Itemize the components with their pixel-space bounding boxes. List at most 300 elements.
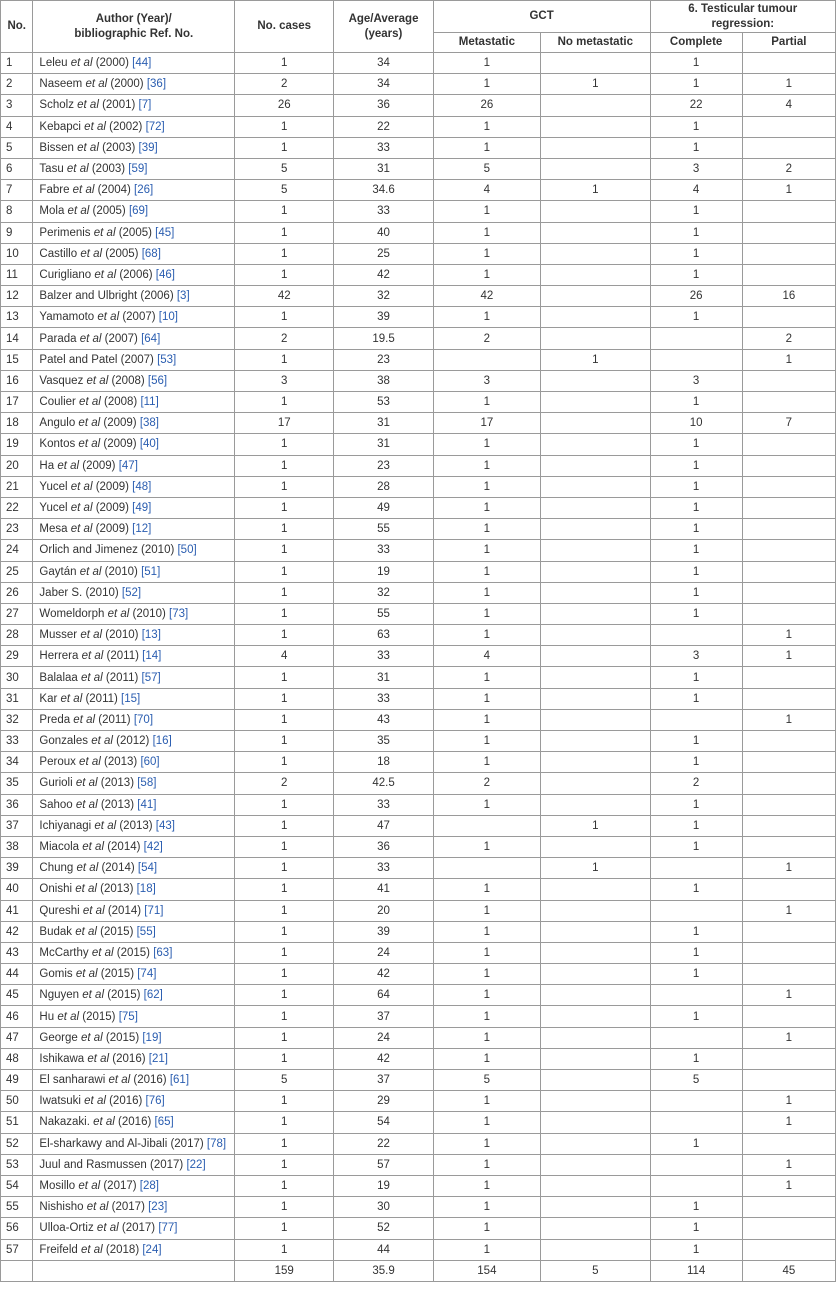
et-al: et al <box>72 777 98 790</box>
author-cell <box>33 688 235 709</box>
row-number-cell: 47 <box>1 1027 33 1048</box>
totals-row <box>1 1260 836 1281</box>
et-al: et al <box>83 1201 109 1214</box>
row-number-cell: 4 <box>1 116 33 137</box>
author-name: Musser <box>39 629 78 642</box>
author-year: (2016) <box>114 1116 155 1129</box>
author-name: Gurioli <box>39 777 73 790</box>
author-cell <box>33 519 235 540</box>
cases-cell: 1 <box>235 497 334 518</box>
et-al: et al <box>93 1222 119 1235</box>
cases-cell: 1 <box>235 985 334 1006</box>
table-body <box>1 53 836 1261</box>
age-cell: 33 <box>334 688 433 709</box>
cases-cell: 1 <box>235 455 334 476</box>
et-al: et al <box>80 1095 106 1108</box>
row-number-cell: 55 <box>1 1197 33 1218</box>
table-row <box>1 328 836 349</box>
table-row <box>1 53 836 74</box>
reference-link[interactable]: [72] <box>145 120 165 133</box>
et-al: et al <box>67 502 93 515</box>
author-cell <box>33 307 235 328</box>
author-year: (2003) <box>98 141 139 154</box>
et-al: et al <box>91 268 117 281</box>
age-cell: 49 <box>334 497 433 518</box>
reference-link[interactable]: [74] <box>137 968 157 981</box>
author-cell <box>33 858 235 879</box>
row-number-cell: 56 <box>1 1218 33 1239</box>
et-al: et al <box>75 438 101 451</box>
cases-cell: 1 <box>235 688 334 709</box>
author-name: Coulier <box>39 396 76 409</box>
reference-link[interactable]: [14] <box>142 650 162 663</box>
reference-link[interactable]: [13] <box>141 629 161 642</box>
reference-link[interactable]: [38] <box>139 417 159 430</box>
reference-link[interactable]: [24] <box>142 1243 162 1256</box>
partial-cell: 1 <box>742 1175 835 1196</box>
cases-cell: 1 <box>235 1197 334 1218</box>
no-metastatic-cell <box>541 95 650 116</box>
age-cell: 30 <box>334 1197 433 1218</box>
et-al: et al <box>105 1074 131 1087</box>
et-al: et al <box>73 141 99 154</box>
cases-cell: 1 <box>235 243 334 264</box>
metastatic-cell: 1 <box>433 455 540 476</box>
partial-cell <box>742 243 835 264</box>
et-al: et al <box>94 311 120 324</box>
author-year: (2011) <box>82 692 122 705</box>
age-cell: 20 <box>334 900 433 921</box>
et-al: et al <box>78 650 104 663</box>
author-year: (2015) <box>104 989 144 1002</box>
age-cell: 33 <box>334 794 433 815</box>
reference-link[interactable]: [26] <box>134 184 154 197</box>
metastatic-cell: 1 <box>433 243 540 264</box>
author-name: Nakazaki. <box>39 1116 90 1129</box>
metastatic-cell: 1 <box>433 752 540 773</box>
no-metastatic-cell <box>541 836 650 857</box>
age-cell: 23 <box>334 455 433 476</box>
row-number-cell: 53 <box>1 1154 33 1175</box>
reference-link[interactable]: [51] <box>141 565 161 578</box>
table-row <box>1 116 836 137</box>
complete-cell: 1 <box>650 201 742 222</box>
table-row <box>1 1218 836 1239</box>
total-metastatic: 154 <box>433 1260 540 1281</box>
cases-cell: 5 <box>235 158 334 179</box>
author-year: (2007) <box>119 311 159 324</box>
author-name: Kar <box>39 692 58 705</box>
no-metastatic-cell <box>541 540 650 561</box>
table-row <box>1 370 836 391</box>
partial-cell <box>742 392 835 413</box>
table-row <box>1 731 836 752</box>
author-cell <box>33 1006 235 1027</box>
age-cell: 22 <box>334 1133 433 1154</box>
reference-link[interactable]: [68] <box>141 247 161 260</box>
row-number-cell: 18 <box>1 413 33 434</box>
age-cell: 39 <box>334 921 433 942</box>
author-cell <box>33 1218 235 1239</box>
row-number-cell: 14 <box>1 328 33 349</box>
row-number-cell: 26 <box>1 582 33 603</box>
complete-cell <box>650 1112 742 1133</box>
no-metastatic-cell <box>541 1006 650 1027</box>
author-cell <box>33 646 235 667</box>
age-cell: 52 <box>334 1218 433 1239</box>
author-year: (2017) <box>100 1180 140 1193</box>
et-al: et al <box>82 78 108 91</box>
author-name: Onishi <box>39 883 73 896</box>
age-cell: 37 <box>334 1070 433 1091</box>
table-row <box>1 519 836 540</box>
reference-link[interactable]: [53] <box>157 353 177 366</box>
metastatic-cell: 2 <box>433 773 540 794</box>
age-cell: 33 <box>334 137 433 158</box>
cases-cell: 1 <box>235 137 334 158</box>
table-row <box>1 476 836 497</box>
age-cell: 19.5 <box>334 328 433 349</box>
cases-cell: 26 <box>235 95 334 116</box>
complete-cell <box>650 858 742 879</box>
reference-link[interactable]: [71] <box>144 904 164 917</box>
metastatic-cell: 1 <box>433 519 540 540</box>
age-cell: 35 <box>334 731 433 752</box>
author-year: (2007) <box>101 332 142 345</box>
author-cell <box>33 625 235 646</box>
et-al: et al <box>77 1031 103 1044</box>
cases-cell: 1 <box>235 709 334 730</box>
cases-cell: 1 <box>235 752 334 773</box>
no-metastatic-cell <box>541 1154 650 1175</box>
reference-link[interactable]: [50] <box>177 544 197 557</box>
row-number-cell: 15 <box>1 349 33 370</box>
table-row <box>1 264 836 285</box>
age-cell: 25 <box>334 243 433 264</box>
author-name: Yucel <box>39 480 68 493</box>
reference-link[interactable]: [56] <box>147 374 168 387</box>
table-row <box>1 540 836 561</box>
reference-link[interactable]: [45] <box>155 226 175 239</box>
no-metastatic-cell <box>541 1175 650 1196</box>
age-cell: 57 <box>334 1154 433 1175</box>
table-row <box>1 667 836 688</box>
row-number-cell: 41 <box>1 900 33 921</box>
metastatic-cell: 1 <box>433 116 540 137</box>
et-al: et al <box>75 396 101 409</box>
complete-cell: 1 <box>650 942 742 963</box>
et-al: et al <box>72 798 98 811</box>
partial-cell: 1 <box>742 349 835 370</box>
age-cell: 29 <box>334 1091 433 1112</box>
reference-link[interactable]: [60] <box>140 756 160 769</box>
partial-cell: 1 <box>742 858 835 879</box>
author-year: (2014) <box>104 841 144 854</box>
author-year: (2008) <box>108 374 148 387</box>
age-cell: 22 <box>334 116 433 137</box>
reference-link[interactable]: [40] <box>139 438 159 451</box>
author-name: Preda <box>39 713 71 726</box>
cases-cell: 1 <box>235 1091 334 1112</box>
reference-link[interactable]: [75] <box>118 1010 138 1023</box>
age-cell: 42 <box>334 1048 433 1069</box>
partial-cell: 1 <box>742 74 835 95</box>
partial-cell: 1 <box>742 1112 835 1133</box>
no-metastatic-cell <box>541 201 650 222</box>
metastatic-cell <box>433 349 540 370</box>
no-metastatic-cell <box>541 921 650 942</box>
et-al: et al <box>63 163 89 176</box>
complete-cell: 1 <box>650 1197 742 1218</box>
cases-cell: 1 <box>235 1175 334 1196</box>
author-cell <box>33 158 235 179</box>
author-year: (2009) <box>92 480 133 493</box>
complete-cell: 1 <box>650 540 742 561</box>
row-number-cell: 32 <box>1 709 33 730</box>
cases-cell: 1 <box>235 1133 334 1154</box>
et-al: et al <box>88 946 114 959</box>
et-al: et al <box>70 713 96 726</box>
partial-cell: 1 <box>742 625 835 646</box>
table-row <box>1 964 836 985</box>
no-metastatic-cell <box>541 603 650 624</box>
row-number-cell: 37 <box>1 815 33 836</box>
reference-link[interactable]: [44] <box>132 57 152 70</box>
complete-cell <box>650 349 742 370</box>
author-name: Angulo <box>39 417 76 430</box>
et-al: et al <box>69 184 95 197</box>
author-year: (2014) <box>98 862 138 875</box>
reference-link[interactable]: [49] <box>132 502 152 515</box>
reference-link[interactable]: [18] <box>136 883 156 896</box>
reference-link[interactable]: [15] <box>121 692 141 705</box>
complete-cell: 1 <box>650 964 742 985</box>
age-cell: 47 <box>334 815 433 836</box>
partial-cell <box>742 455 835 476</box>
age-cell: 39 <box>334 307 433 328</box>
author-cell <box>33 1048 235 1069</box>
reference-link[interactable]: [64] <box>141 332 161 345</box>
metastatic-cell: 1 <box>433 74 540 95</box>
reference-link[interactable]: [43] <box>155 819 175 832</box>
table-row <box>1 95 836 116</box>
age-cell: 33 <box>334 646 433 667</box>
reference-link[interactable]: [69] <box>128 205 149 218</box>
author-cell <box>33 476 235 497</box>
table-row <box>1 286 836 307</box>
reference-link[interactable]: [28] <box>139 1180 159 1193</box>
no-metastatic-cell <box>541 307 650 328</box>
no-metastatic-cell <box>541 137 650 158</box>
author-name: Tasu <box>39 163 64 176</box>
reference-link[interactable]: [16] <box>152 735 172 748</box>
author-cell <box>33 942 235 963</box>
author-cell <box>33 1197 235 1218</box>
table-row <box>1 74 836 95</box>
complete-cell: 1 <box>650 53 742 74</box>
partial-cell <box>742 688 835 709</box>
header-age-line1: Age/Average <box>348 12 419 25</box>
reference-link[interactable]: [58] <box>137 777 157 790</box>
no-metastatic-cell <box>541 1112 650 1133</box>
reference-link[interactable]: [12] <box>132 523 152 536</box>
no-metastatic-cell <box>541 794 650 815</box>
partial-cell: 4 <box>742 95 835 116</box>
partial-cell <box>742 1218 835 1239</box>
metastatic-cell: 1 <box>433 921 540 942</box>
row-number-cell: 49 <box>1 1070 33 1091</box>
author-year: (2012) <box>112 735 153 748</box>
cases-cell: 1 <box>235 625 334 646</box>
table-row <box>1 603 836 624</box>
et-al: et al <box>104 607 130 620</box>
partial-cell <box>742 794 835 815</box>
no-metastatic-cell <box>541 985 650 1006</box>
complete-cell: 1 <box>650 561 742 582</box>
reference-link[interactable]: [52] <box>121 586 142 599</box>
author-name: Ichiyanagi <box>39 819 92 832</box>
no-metastatic-cell <box>541 1091 650 1112</box>
author-year: (2015) <box>97 968 138 981</box>
no-metastatic-cell <box>541 1048 650 1069</box>
complete-cell <box>650 1175 742 1196</box>
reference-link[interactable]: [77] <box>158 1222 178 1235</box>
partial-cell <box>742 752 835 773</box>
row-number-cell: 9 <box>1 222 33 243</box>
reference-link[interactable]: [36] <box>146 78 167 91</box>
no-metastatic-cell <box>541 222 650 243</box>
row-number-cell: 8 <box>1 201 33 222</box>
author-year: (2001) <box>98 99 139 112</box>
complete-cell: 1 <box>650 392 742 413</box>
age-cell: 40 <box>334 222 433 243</box>
reference-link[interactable]: [11] <box>140 396 159 409</box>
author-name: Kebapci <box>39 120 81 133</box>
cases-cell: 1 <box>235 307 334 328</box>
age-cell: 63 <box>334 625 433 646</box>
metastatic-cell: 1 <box>433 434 540 455</box>
row-number-cell: 30 <box>1 667 33 688</box>
reference-link[interactable]: [55] <box>136 925 156 938</box>
header-partial: Partial <box>742 33 835 53</box>
reference-link[interactable]: [65] <box>154 1116 174 1129</box>
no-metastatic-cell <box>541 497 650 518</box>
metastatic-cell: 1 <box>433 731 540 752</box>
cases-cell: 2 <box>235 773 334 794</box>
author-cell <box>33 286 235 307</box>
metastatic-cell: 1 <box>433 1027 540 1048</box>
metastatic-cell: 26 <box>433 95 540 116</box>
metastatic-cell: 1 <box>433 667 540 688</box>
partial-cell <box>742 53 835 74</box>
reference-link[interactable]: [63] <box>153 946 173 959</box>
author-cell <box>33 773 235 794</box>
partial-cell: 1 <box>742 900 835 921</box>
reference-link[interactable]: [39] <box>138 141 158 154</box>
complete-cell: 1 <box>650 476 742 497</box>
partial-cell: 16 <box>742 286 835 307</box>
no-metastatic-cell <box>541 116 650 137</box>
author-year: (2000) <box>107 78 147 91</box>
author-name: McCarthy <box>39 946 89 959</box>
row-number-cell: 6 <box>1 158 33 179</box>
complete-cell: 1 <box>650 243 742 264</box>
partial-cell <box>742 116 835 137</box>
age-cell: 32 <box>334 582 433 603</box>
cases-cell: 1 <box>235 1218 334 1239</box>
reference-link[interactable]: [76] <box>145 1095 165 1108</box>
reference-link[interactable]: [3] <box>176 290 190 303</box>
author-cell <box>33 1112 235 1133</box>
reference-link[interactable]: [57] <box>141 671 161 684</box>
reference-link[interactable]: [41] <box>137 798 157 811</box>
reference-link[interactable]: [62] <box>143 989 163 1002</box>
author-cell <box>33 455 235 476</box>
row-number-cell: 23 <box>1 519 33 540</box>
reference-link[interactable]: [47] <box>118 459 138 472</box>
partial-cell: 1 <box>742 1154 835 1175</box>
reference-link[interactable]: [46] <box>155 268 175 281</box>
et-al: et al <box>67 523 93 536</box>
et-al: et al <box>75 417 101 430</box>
reference-link[interactable]: [10] <box>158 311 178 324</box>
author-year: (2010) <box>102 629 142 642</box>
table-row <box>1 392 836 413</box>
table-row <box>1 243 836 264</box>
reference-link[interactable]: [70] <box>133 713 154 726</box>
no-metastatic-cell <box>541 434 650 455</box>
reference-link[interactable]: [78] <box>206 1137 227 1150</box>
author-name: Miacola <box>39 841 80 854</box>
reference-link[interactable]: [54] <box>137 862 158 875</box>
author-cell <box>33 74 235 95</box>
et-al: et al <box>73 862 99 875</box>
reference-link[interactable]: [22] <box>186 1158 206 1171</box>
reference-link[interactable]: [21] <box>148 1052 168 1065</box>
row-number-cell: 31 <box>1 688 33 709</box>
no-metastatic-cell <box>541 582 650 603</box>
header-no-metastatic: No metastatic <box>541 33 650 53</box>
reference-link[interactable]: [73] <box>169 607 189 620</box>
reference-link[interactable]: [61] <box>169 1074 190 1087</box>
reference-link[interactable]: [23] <box>148 1201 168 1214</box>
author-year: (2017) <box>118 1222 159 1235</box>
author-cell <box>33 222 235 243</box>
metastatic-cell: 3 <box>433 370 540 391</box>
author-cell <box>33 1154 235 1175</box>
author-cell <box>33 392 235 413</box>
total-partial: 45 <box>742 1260 835 1281</box>
author-cell <box>33 1027 235 1048</box>
author-year: (2005) <box>115 226 156 239</box>
reference-link[interactable]: [7] <box>138 99 152 112</box>
cases-cell: 1 <box>235 222 334 243</box>
complete-cell: 1 <box>650 815 742 836</box>
et-al: et al <box>76 565 102 578</box>
reference-link[interactable]: [42] <box>143 841 163 854</box>
author-name: Bissen <box>39 141 74 154</box>
author-cell <box>33 836 235 857</box>
complete-cell <box>650 1027 742 1048</box>
complete-cell: 1 <box>650 794 742 815</box>
reference-link[interactable]: [48] <box>132 480 152 493</box>
reference-link[interactable]: [19] <box>142 1031 162 1044</box>
row-number-cell: 36 <box>1 794 33 815</box>
no-metastatic-cell <box>541 646 650 667</box>
partial-cell <box>742 921 835 942</box>
complete-cell: 26 <box>650 286 742 307</box>
reference-link[interactable]: [59] <box>128 163 148 176</box>
